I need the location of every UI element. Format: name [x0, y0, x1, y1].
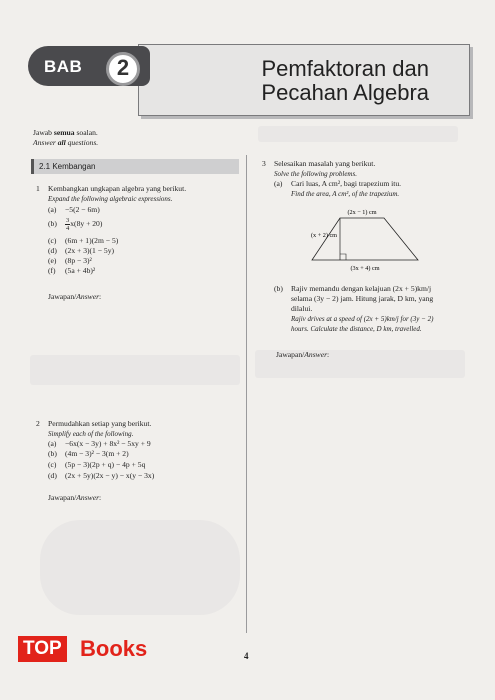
q2-item-c: (c) (5p − 3)(2p + q) − 4p + 5q [48, 460, 146, 469]
question-prompt-ms: Kembangkan ungkapan algebra yang berikut. [48, 184, 187, 193]
q3-b-label: (b) [274, 284, 283, 293]
answer-label: Jawapan/Answer: [48, 493, 102, 502]
chapter-title-line1: Pemfaktoran dan [261, 56, 429, 81]
fraction: $\frac{3}{4}$ [66, 216, 70, 232]
q3-b-text-ms-1: Rajiv memandu dengan kelajuan (2x + 5)km/j [291, 284, 432, 293]
q3-b-text-ms-3: dilalui. [291, 304, 313, 313]
chapter-number: 2 [116, 55, 130, 80]
instruction-ms: Jawab semua soalan. [33, 128, 98, 137]
column-divider [246, 155, 247, 633]
q3-b-text-en-2: hours. Calculate the distance, D km, travelled. [291, 325, 422, 333]
bleed-through-shading [258, 126, 458, 142]
question-prompt-ms: Selesaikan masalah yang berikut. [274, 159, 376, 168]
question-number: 1 [36, 184, 40, 193]
q1-item-f: (f) (5a + 4b)² [48, 266, 96, 275]
question-prompt-en: Simplify each of the following. [48, 430, 134, 438]
answer-label: Jawapan/Answer: [48, 292, 102, 301]
chapter-label: BAB [44, 57, 83, 76]
chapter-title-line2: Pecahan Algebra [261, 80, 429, 105]
q2-item-d: (d) (2x + 5y)(2x − y) − x(y − 3x) [48, 471, 155, 480]
section-header: 2.1 Kembangan [31, 159, 239, 174]
q1-item-d: (d) (2x + 3)(1 − 5y) [48, 246, 115, 255]
question-prompt-ms: Permudahkan setiap yang berikut. [48, 419, 152, 428]
instruction-en: Answer all questions. [33, 138, 99, 147]
trapezium-shape [312, 218, 418, 260]
q3-a-text-ms: Cari luas, A cm², bagi trapezium itu. [291, 179, 402, 188]
answer-label: Jawapan/Answer: [276, 350, 330, 359]
publisher-logo-books: Books [80, 636, 148, 661]
q1-item-c: (c) (6m + 1)(2m − 5) [48, 236, 119, 245]
question-number: 2 [36, 419, 40, 428]
q3-a-text-en: Find the area, A cm², of the trapezium. [291, 190, 400, 198]
page-number: 4 [244, 651, 249, 661]
q1-item-b: (b) $\frac{3}{4}$ x(8y + 20) [48, 216, 103, 232]
q3-b-text-ms-2: selama (3y − 2) jam. Hitung jarak, D km, yang [291, 294, 434, 303]
q1-item-e: (e) (8p − 3)² [48, 256, 92, 265]
trapezium-top-label: (2x − 1) cm [347, 209, 377, 216]
q2-item-a: (a) −6x(x − 3y) + 8x² − 5xy + 9 [48, 439, 151, 448]
question-prompt-en: Expand the following algebraic expressions. [48, 195, 173, 203]
q3-a-label: (a) [274, 179, 283, 188]
trapezium-height-label: (x + 2) cm [311, 232, 337, 239]
question-number: 3 [262, 159, 266, 168]
bleed-through-shading [40, 520, 240, 615]
q2-item-b: (b) (4m − 3)² − 3(m + 2) [48, 449, 129, 458]
q1-item-a: (a) −5(2 − 6m) [48, 205, 100, 214]
q3-b-text-en-1: Rajiv drives at a speed of (2x + 5)km/j for (3y − 2) [291, 315, 434, 323]
bleed-through-shading [30, 355, 240, 385]
trapezium-diagram [300, 204, 430, 276]
trapezium-bottom-label: (3x + 4) cm [350, 265, 380, 272]
right-angle-marker [340, 254, 346, 260]
chapter-title-box [138, 44, 470, 116]
publisher-logo-top: TOP [18, 636, 67, 662]
question-prompt-en: Solve the following problems. [274, 170, 357, 178]
